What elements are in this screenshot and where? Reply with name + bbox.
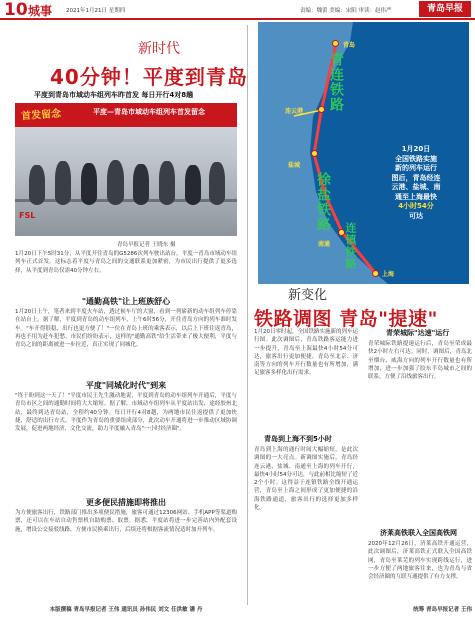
info-line: 1月20日 [401, 145, 431, 153]
section-name: 城事 [28, 4, 53, 18]
editor-credits: 责编：魏蕾 美编：宋阳 审读：赵伟严 [300, 8, 392, 14]
photo-person [107, 160, 124, 205]
left-section-body: 1月20日上午，笔者来到平度火车站，透过候车厅的大窗，看到一列崭新的动车组列车停靠在站台上。据了解，平度到青岛的动车组列车，上午6时56分，开往青岛方向的列车准时发车。"车开得很稳，出行也更方便了！"一位在青岛上班的乘客表示，以后上下班往返青岛，再也不用为赶车犯愁。市民们纷纷表示，这样的"通勤高铁"给生活带来了极大便利，平度与青岛之间的距离被进一步拉近，真正实现了同城化。 [15, 309, 237, 349]
photo-person [159, 161, 175, 205]
info-line: 云港、盐城、南 [391, 183, 441, 191]
info-line: 可达 [409, 211, 423, 220]
city-dot [318, 106, 325, 113]
photo-person [133, 164, 149, 205]
left-section-heading: "通勤高铁"让上班族舒心 [81, 297, 171, 306]
right-headline: 铁路调图 青岛"提速" [254, 308, 438, 330]
info-line: 全国铁路实施 [395, 154, 437, 163]
left-footer: 本版撰稿 青岛早报记者 王伟 通讯员 孙伟民 刘文 任洪敏 潘 丹 [49, 607, 203, 613]
newspaper-logo: 青岛早报 [419, 1, 471, 17]
city-dot [372, 270, 379, 277]
column-divider [247, 25, 248, 605]
right-section-heading: 济莱高铁联入全国高铁网 [380, 529, 457, 537]
info-line: 通至上海最快 [395, 192, 437, 201]
photo-corner-text: FSL [19, 211, 36, 220]
route-label: 连镇铁路 [344, 222, 357, 270]
city-label: 上海 [382, 271, 395, 278]
page-header [0, 0, 475, 20]
right-kicker: 新变化 [288, 288, 328, 303]
right-section-body: 2020年12月26日，济莱高铁开通运营，此次调图后，济莱高铁正式联入全国高铁网，青岛至莱芜的列车实现跨线运行，进一步方便了两地旅客往来，也为青岛与省会经济圈的互联互通提供了有力支撑。 [368, 541, 472, 581]
city-label: 连云港 [285, 108, 304, 115]
left-section-heading: 平度"同城化时代"到来 [85, 381, 167, 390]
right-section-heading: 青岛到上海不到5小时 [264, 435, 332, 443]
city-label: 盐城 [288, 162, 301, 169]
photo-person [55, 161, 71, 205]
right-lead-paragraph: 1月20日零时起，全国铁路实施新的列车运行图。此次调图后，青岛铁路客运能力进一步提升，青岛至上海最快4小时54分可达，旅客出行更加便捷。青岛至北京、济南等方向的列车开行数量也有所增加，满足旅客多样化出行需求。 [254, 329, 358, 377]
left-subhead: 平度到青岛市域动车组列车昨首发 每日开行4对8趟 [34, 91, 194, 99]
right-section-body: 青岛到上海的通行时间大幅缩短，是此次调图的一大亮点。新调图实施后，青岛经连云港、盐城、南通至上海的列车开行，最快4小时54分可达，与此前相比缩短了近2个小时。这得益于连镇铁路全线开通运营，青岛至上海之间形成了更加便捷的沿海铁路通道，旅客出行的选择更加多样化。 [254, 447, 358, 512]
photo-rail [15, 199, 237, 202]
left-kicker: 新时代 [138, 41, 180, 57]
photo-credit: 青岛早报记者 王晓东 摄 [117, 242, 176, 248]
left-section-heading: 更多便民措施即将推出 [86, 498, 166, 507]
banner-right-text: 平度—青岛市域动车组列车首发留念 [93, 108, 205, 116]
photo-person [29, 165, 45, 205]
page-number: 10 [4, 0, 28, 20]
route-label: 青连铁路 [328, 52, 344, 112]
info-line: 新的列车运行 [395, 164, 437, 172]
city-label: 青岛 [343, 42, 356, 49]
city-label: 南通 [318, 241, 331, 248]
launch-photo [15, 103, 237, 236]
info-highlight: 4小时54分 [398, 202, 434, 210]
photo-person [81, 163, 97, 205]
photo-person [185, 165, 201, 205]
left-section-body: 为方便旅客出行，铁路部门推出多项便民措施，旅客可通过12306网站、手机APP等渠道购票，还可以在车站自动售票机自助购票、取票。据悉，平度站将进一步完善站内外配套设施，增设公交接驳线路，方便市民换乘出行，后续还将根据客流情况适时加开列车。 [15, 510, 237, 533]
left-section-body: "终于盼到这一天了！"平度市民王先生激动地说，平度到青岛的动车组列车开通后，平度与青岛市区之间的通勤时间将大大缩短。据了解，市域动车组列车从平度站出发，途经胶州北站，最终到达青岛站，全程约40分钟。每日开行4对8趟，为两地市民往返提供了更加快捷、舒适的出行方式。平度作为青岛的重要组成部分，此次动车开通将进一步推动区域协调发展，促进两地经济、文化交流，助力平度融入青岛"一小时经济圈"。 [15, 393, 237, 433]
info-line: 图后，青岛经连 [391, 173, 441, 182]
city-dot [332, 40, 339, 47]
right-footer: 统筹 青岛早报记者 王伟 [413, 607, 472, 613]
issue-date: 2021年1月21日 星期四 [66, 8, 126, 14]
right-section-heading: 青荣城际"达速"运行 [386, 329, 450, 337]
photo-person [209, 162, 225, 205]
route-label: 徐盐铁路 [315, 172, 331, 232]
banner-left-text: 首发留念 [20, 108, 62, 123]
right-section-body: 青荣城际铁路提速运行后，青岛至荣成最快2小时左右可达。同时，调图后，青岛北至烟台、威海方向的列车开行数量也有所增加，进一步加强了胶东半岛城市之间的联系，方便了沿线旅客出行。 [368, 341, 472, 381]
left-lead-paragraph: 1月20日下午5时31分，从平度开往青岛的G5286次列车驶出站台，平度一青岛市域动车组列车正式首发。这标志着平度与青岛之间的交通联系更加紧密，为市民出行提供了更多选择，从平度到青岛仅需40分钟左右。 [15, 251, 237, 274]
left-headline: 40分钟！平度到青岛 [50, 65, 248, 89]
route-info-box [366, 145, 466, 221]
photo-banner [15, 103, 237, 127]
city-dot [311, 150, 318, 157]
